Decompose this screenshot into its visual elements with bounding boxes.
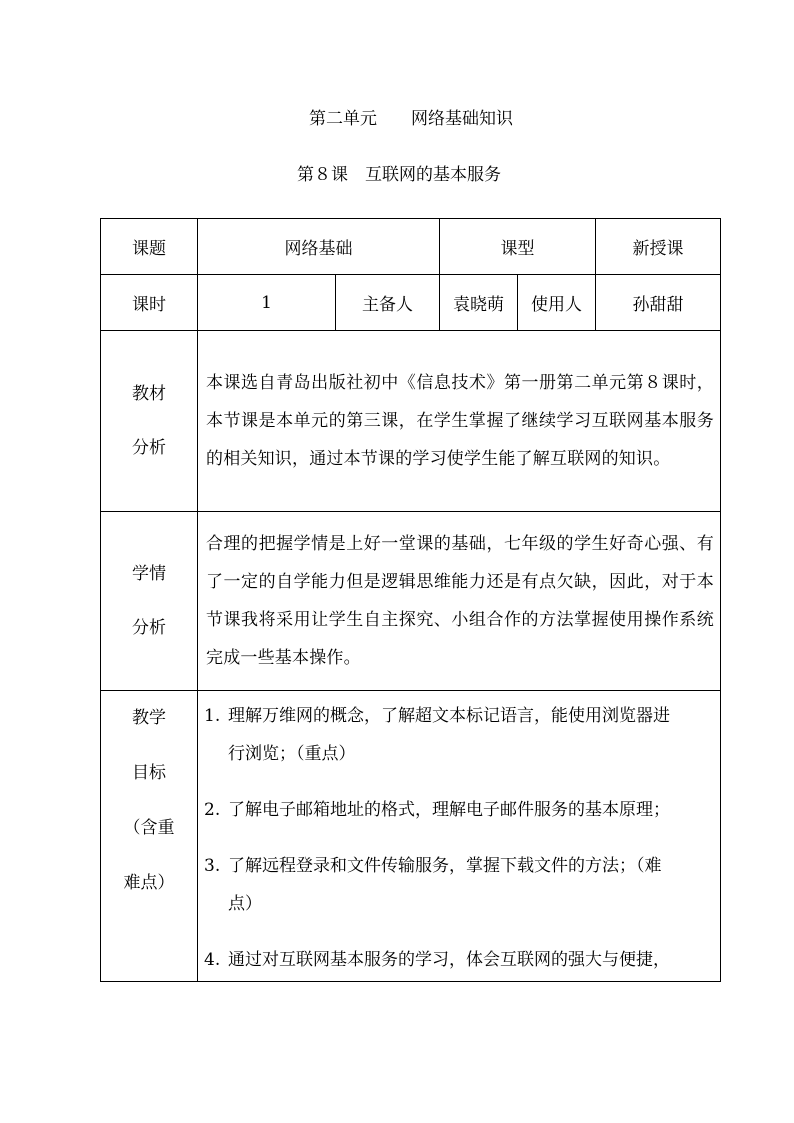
- material-label-line2: 分析: [132, 438, 166, 458]
- list-item: [204, 697, 716, 773]
- student-label-line2: 分析: [132, 618, 166, 638]
- list-item: [204, 847, 716, 923]
- objectives-label-line4: 难点）: [123, 873, 175, 893]
- material-label-line1: 教材: [132, 384, 166, 404]
- objectives-list: [198, 691, 721, 982]
- preparer-value: 袁晓萌: [440, 275, 518, 331]
- topic-value: 网络基础: [198, 219, 440, 275]
- objectives-label-line2: 目标: [132, 763, 166, 783]
- period-value: 1: [198, 275, 336, 331]
- objective-number: 2.: [204, 800, 221, 820]
- objectives-label: [101, 691, 198, 982]
- objective-number: 4.: [204, 950, 221, 970]
- type-label: 课型: [440, 219, 596, 275]
- user-label: 使用人: [518, 275, 596, 331]
- objective-text: 了解远程登录和文件传输服务，掌握下载文件的方法；（难: [228, 856, 662, 876]
- objective-text: 通过对互联网基本服务的学习，体会互联网的强大与便捷，: [228, 950, 670, 970]
- user-value: 孙甜甜: [596, 275, 721, 331]
- table-row-topic: [101, 219, 721, 275]
- objective-text: 理解万维网的概念，了解超文本标记语言，能使用浏览器进: [228, 706, 670, 726]
- table-row-material-analysis: [101, 331, 721, 512]
- table-row-objectives: [101, 691, 721, 982]
- type-value: 新授课: [596, 219, 721, 275]
- period-label: 课时: [101, 275, 198, 331]
- student-label-line1: 学情: [132, 564, 166, 584]
- objective-text: 了解电子邮箱地址的格式，理解电子邮件服务的基本原理；: [228, 800, 670, 820]
- material-analysis-text: 本课选自青岛出版社初中《信息技术》第一册第二单元第８课时，本节课是本单元的第三课，在学生掌握了继续学习互联网基本服务的相关知识，通过本节课的学习使学生能了解互联网的知识。: [198, 331, 721, 512]
- objectives-label-line3: （含重: [123, 818, 175, 838]
- student-analysis-text: 合理的把握学情是上好一堂课的基础，七年级的学生好奇心强、有了一定的自学能力但是逻辑思维能力还是有点欠缺，因此，对于本节课我将采用让学生自主探究、小组合作的方法掌握使用操作系统完成一些基本操作。: [198, 512, 721, 691]
- student-analysis-label: [101, 512, 198, 691]
- table-row-period: [101, 275, 721, 331]
- lesson-title: 第８课 互联网的基本服务: [297, 165, 501, 185]
- objectives-label-line1: 教学: [132, 708, 166, 728]
- list-item: [204, 941, 716, 979]
- objective-text-continued: 行浏览；（重点）: [228, 744, 356, 764]
- objective-text-continued: 点）: [228, 894, 262, 914]
- unit-title: 第二单元 网络基础知识: [309, 109, 513, 129]
- topic-label: 课题: [101, 219, 198, 275]
- preparer-label: 主备人: [336, 275, 440, 331]
- material-analysis-label: [101, 331, 198, 512]
- list-item: [204, 791, 716, 829]
- objective-number: 1.: [204, 706, 221, 726]
- objective-number: 3.: [204, 856, 221, 876]
- table-row-student-analysis: [101, 512, 721, 691]
- lesson-plan-table: [100, 218, 721, 982]
